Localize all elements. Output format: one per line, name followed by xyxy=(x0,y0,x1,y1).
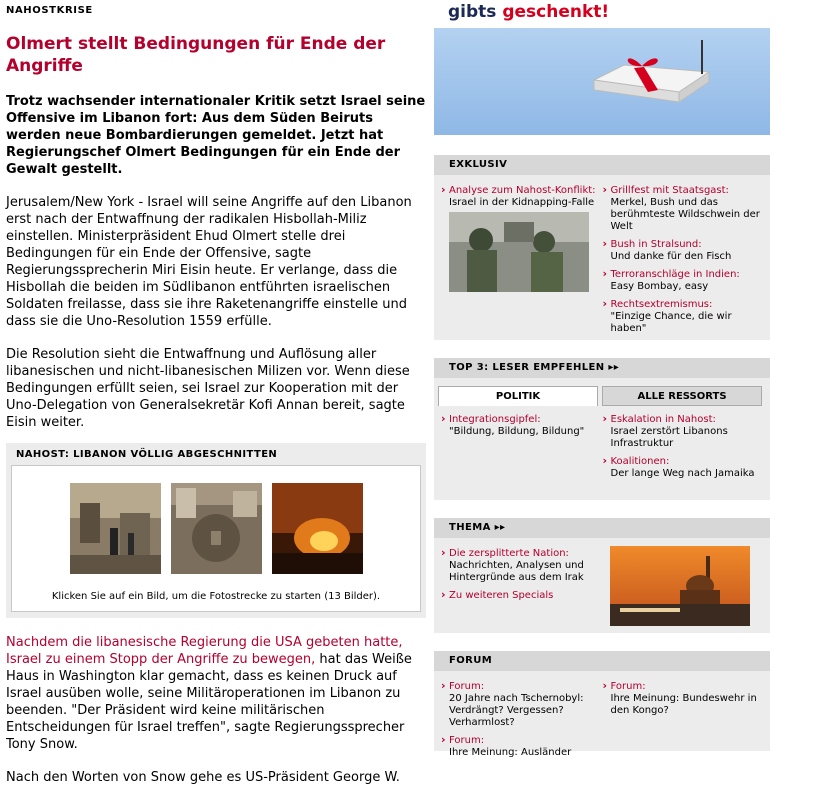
list-item[interactable]: › Forum: Ihre Meinung: Ausländer xyxy=(441,735,603,759)
tab-alle-ressorts[interactable]: ALLE RESSORTS xyxy=(602,386,762,406)
list-item[interactable]: › Terroranschläge in Indien: Easy Bombay, easy xyxy=(603,269,765,293)
gift-router-icon xyxy=(584,40,714,110)
list-item[interactable]: › Integrationsgipfel: "Bildung, Bildung, Bildung" xyxy=(441,414,603,438)
exklusiv-box xyxy=(434,155,770,340)
article-kicker: NAHOSTKRISE xyxy=(6,5,93,16)
article-column xyxy=(6,0,426,786)
list-item[interactable]: › Bush in Stralsund: Und danke für den Fisch xyxy=(603,239,765,263)
gallery-thumbnail-1[interactable] xyxy=(70,483,161,574)
thema-header[interactable]: THEMA ▸▸ xyxy=(434,518,770,538)
forum-left-column xyxy=(441,681,603,765)
exklusiv-right-column xyxy=(603,185,765,341)
list-item[interactable]: › Rechtsextremismus: "Einzige Chance, die wir haben" xyxy=(603,299,765,335)
top3-header[interactable]: TOP 3: LESER EMPFEHLEN ▸▸ xyxy=(434,358,770,378)
sidebar xyxy=(434,0,770,758)
ad-text-dark: gibts xyxy=(448,2,503,22)
list-item[interactable]: › Zu weiteren Specials xyxy=(441,590,603,602)
list-item[interactable]: › Die zersplitterte Nation: Nachrichten, Analysen und Hintergründe aus dem Irak xyxy=(441,548,603,584)
list-item[interactable]: › Grillfest mit Staatsgast: Merkel, Bush und das berühmteste Wildschwein der Welt xyxy=(603,185,765,233)
gallery-thumbnail-2[interactable] xyxy=(171,483,262,574)
list-item[interactable]: › Forum: 20 Jahre nach Tschernobyl: Verdrängt? Vergessen? Verharmlost? xyxy=(441,681,603,729)
article-paragraph-1: Jerusalem/New York - Israel will seine Angriffe auf den Libanon erst nach der Entwaffnung der radikalen Hisbollah-Miliz einstellen. Ministerpräsident Ehud Olmert stelle drei Bedingungen für ein Ende der Offensive, sagte Regierungssprecherin Miri Eisin heute. Er verlange, dass die Hisbollah die beiden im Südlibanon entführten israelischen Soldaten freilasse, dass sie ihre Raketenangriffe einstelle und dass sie die Uno-Resolution 1559 erfülle. xyxy=(6,195,412,329)
gallery-title: NAHOST: LIBANON VÖLLIG ABGESCHNITTEN xyxy=(16,449,278,460)
ad-banner-text xyxy=(448,2,609,22)
top3-tabs xyxy=(434,378,770,406)
exklusiv-photo[interactable] xyxy=(449,212,589,292)
article-paragraph-3 xyxy=(6,634,426,753)
list-item[interactable]: › Analyse zum Nahost-Konflikt: Israel in der Kidnapping-Falle xyxy=(441,185,603,209)
gallery-thumbnails xyxy=(70,483,363,574)
forum-header: FORUM xyxy=(434,651,770,671)
article-lead: Trotz wachsender internationaler Kritik setzt Israel seine Offensive im Libanon fort: Aus dem Süden Beiruts werden neue Bombardierungen gemeldet. Jetzt hat Regierungschef Olmert Bedingungen für ein Ende der Gewalt gestellt. xyxy=(6,94,426,177)
article-paragraph-4: Nach den Worten von Snow gehe es US-Präsident George W. xyxy=(6,770,400,785)
article-paragraph-3-text: hat das Weiße Haus in Washington klar gemacht, dass es keinen Druck auf Israel ausüben wolle, seine Militäroperationen im Libanon zu beenden. "Der Präsident wird keine militärischen Entscheidungen für Israel treffen", sagte Regierungssprecher Tony Snow. xyxy=(6,652,412,752)
exklusiv-header: EXKLUSIV xyxy=(434,155,770,175)
thema-right-column xyxy=(603,548,765,626)
thema-box xyxy=(434,518,770,633)
article-inline-link[interactable]: Nachdem die libanesische Regierung die USA gebeten hatte, Israel zu einem Stopp der Angriffe zu bewegen, xyxy=(6,635,403,667)
forum-right-column xyxy=(603,681,765,765)
top3-right-column xyxy=(603,414,765,486)
list-item[interactable]: › Koalitionen: Der lange Weg nach Jamaika xyxy=(603,456,765,480)
article-paragraph-2: Die Resolution sieht die Entwaffnung und Auflösung aller libanesischen und nicht-libanesischen Milizen vor. Wenn diese Bedingungen erfüllt seien, sei Israel zur Kooperation mit der Uno-Delegation von Generalsekretär Kofi Annan bereit, sagte Eisin weiter. xyxy=(6,347,410,430)
tab-politik[interactable]: POLITIK xyxy=(438,386,598,406)
gallery-caption: Klicken Sie auf ein Bild, um die Fotostrecke zu starten (13 Bilder). xyxy=(51,591,381,602)
exklusiv-left-column xyxy=(441,185,603,341)
gallery-thumbnail-3[interactable] xyxy=(272,483,363,574)
top3-box xyxy=(434,358,770,500)
thema-photo[interactable] xyxy=(610,546,750,626)
list-item[interactable]: › Forum: Ihre Meinung: Bundeswehr in den Kongo? xyxy=(603,681,765,717)
photo-gallery xyxy=(6,443,426,618)
ad-banner[interactable] xyxy=(434,0,770,135)
gallery-box xyxy=(11,465,421,612)
ad-text-red: geschenkt! xyxy=(502,2,610,22)
forum-box xyxy=(434,651,770,758)
thema-left-column xyxy=(441,548,603,626)
article-headline: Olmert stellt Bedingungen für Ende der Angriffe xyxy=(6,34,386,76)
list-item[interactable]: › Eskalation in Nahost: Israel zerstört Libanons Infrastruktur xyxy=(603,414,765,450)
top3-left-column xyxy=(441,414,603,486)
